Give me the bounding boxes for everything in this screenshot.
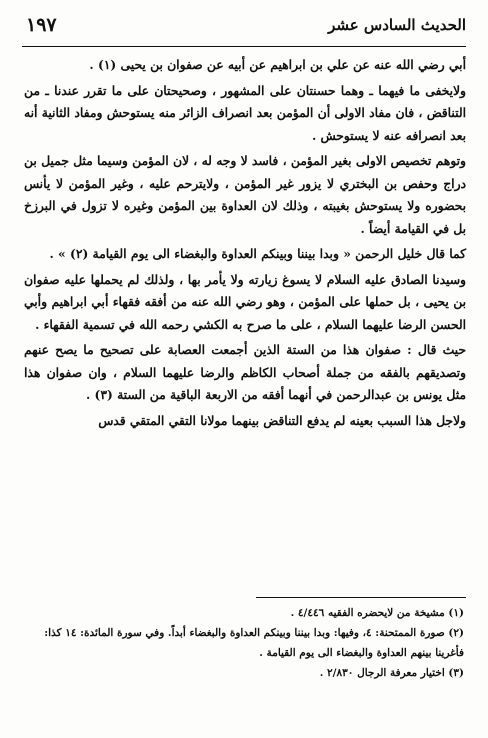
paragraph: ولايخفى ما فيهما ـ وهما حسنتان على المشهور ، وصحيحتان على ما تقرر عندنا ـ من التناقض ، فان مفاد الاولى أن المؤمن بعد انصراف الزائر منه يستوحش ومفاد الثانية أنه بعد انصرافه عنه لا يستوحش . — [24, 82, 466, 143]
paragraph: ولاجل هذا السبب بعينه لم يدفع التناقض بينهما مولانا التقي المتقي قدس — [98, 412, 466, 428]
paragraph: حيث قال : صفوان هذا من الستة الذين أجمعت العصابة على تصحيح ما يصح عنهم وتصديقهم بالفقه من جملة أصحاب الكاظم والرضا عليهما السلام ، وان صفوان هذا مثل يونس بن عبدالرحمن في أنهما أفقه من الاربعة الباقية من الستة (٣) . — [24, 342, 466, 402]
body-text — [24, 54, 466, 435]
running-header — [26, 14, 466, 40]
footnote: (٣) اختيار معرفة الرجال ٢/٨٣٠ . — [319, 667, 464, 679]
page-number: ١٩٧ — [26, 14, 57, 36]
footnote: (٢) صورة الممتحنة: ٤، وفيها: وبدا بيننا وبينكم العداوة والبغضاء أبداً. وفي سورة المائدة: ١٤ كذا: فأغرينا بينهم العداوة والبغضاء الى يوم القيامة . — [44, 627, 464, 659]
paragraph: وسيدنا الصادق عليه السلام لا يسوغ زيارته ولا يأمر بها ، ولذلك لم يحملها عليه صفوان بن يحيى ، بل حملها على المؤمن ، وهو رضي الله عنه من أفقه فقهاء أبي ابراهيم وأبي الحسن الرضا عليهما السلام ، على ما صرح به الكشي رحمه الله في تسمية الفقهاء . — [24, 271, 466, 332]
paragraph: وتوهم تخصيص الاولى بغير المؤمن ، فاسد لا وجه له ، لان المؤمن وسيما مثل جميل بن دراج وحفص بن البختري لا يزور غير المؤمن ، ولايترحم عليه ، وغير المؤمن لا يأنس بحضوره ولا يستوحش بغيبته ، وذلك لان العداوة بين المؤمن وغيره لا تزول في البرزخ بل في القيامة أيضاً . — [24, 153, 466, 236]
footnote-rule — [256, 597, 466, 598]
footnote: (١) مشيخة من لايحضره الفقيه ٤/٤٤٦ . — [290, 607, 464, 619]
running-header-title: الحديث السادس عشر — [328, 16, 466, 34]
paragraph: أبي رضي الله عنه عن علي بن ابراهيم عن أبيه عن صفوان بن يحيى (١) . — [89, 57, 466, 72]
paragraph: كما قال خليل الرحمن « وبدا بيننا وبينكم العداوة والبغضاء الى يوم القيامة (٢) » . — [49, 246, 466, 261]
footnotes — [28, 603, 464, 683]
header-rule — [22, 46, 466, 47]
